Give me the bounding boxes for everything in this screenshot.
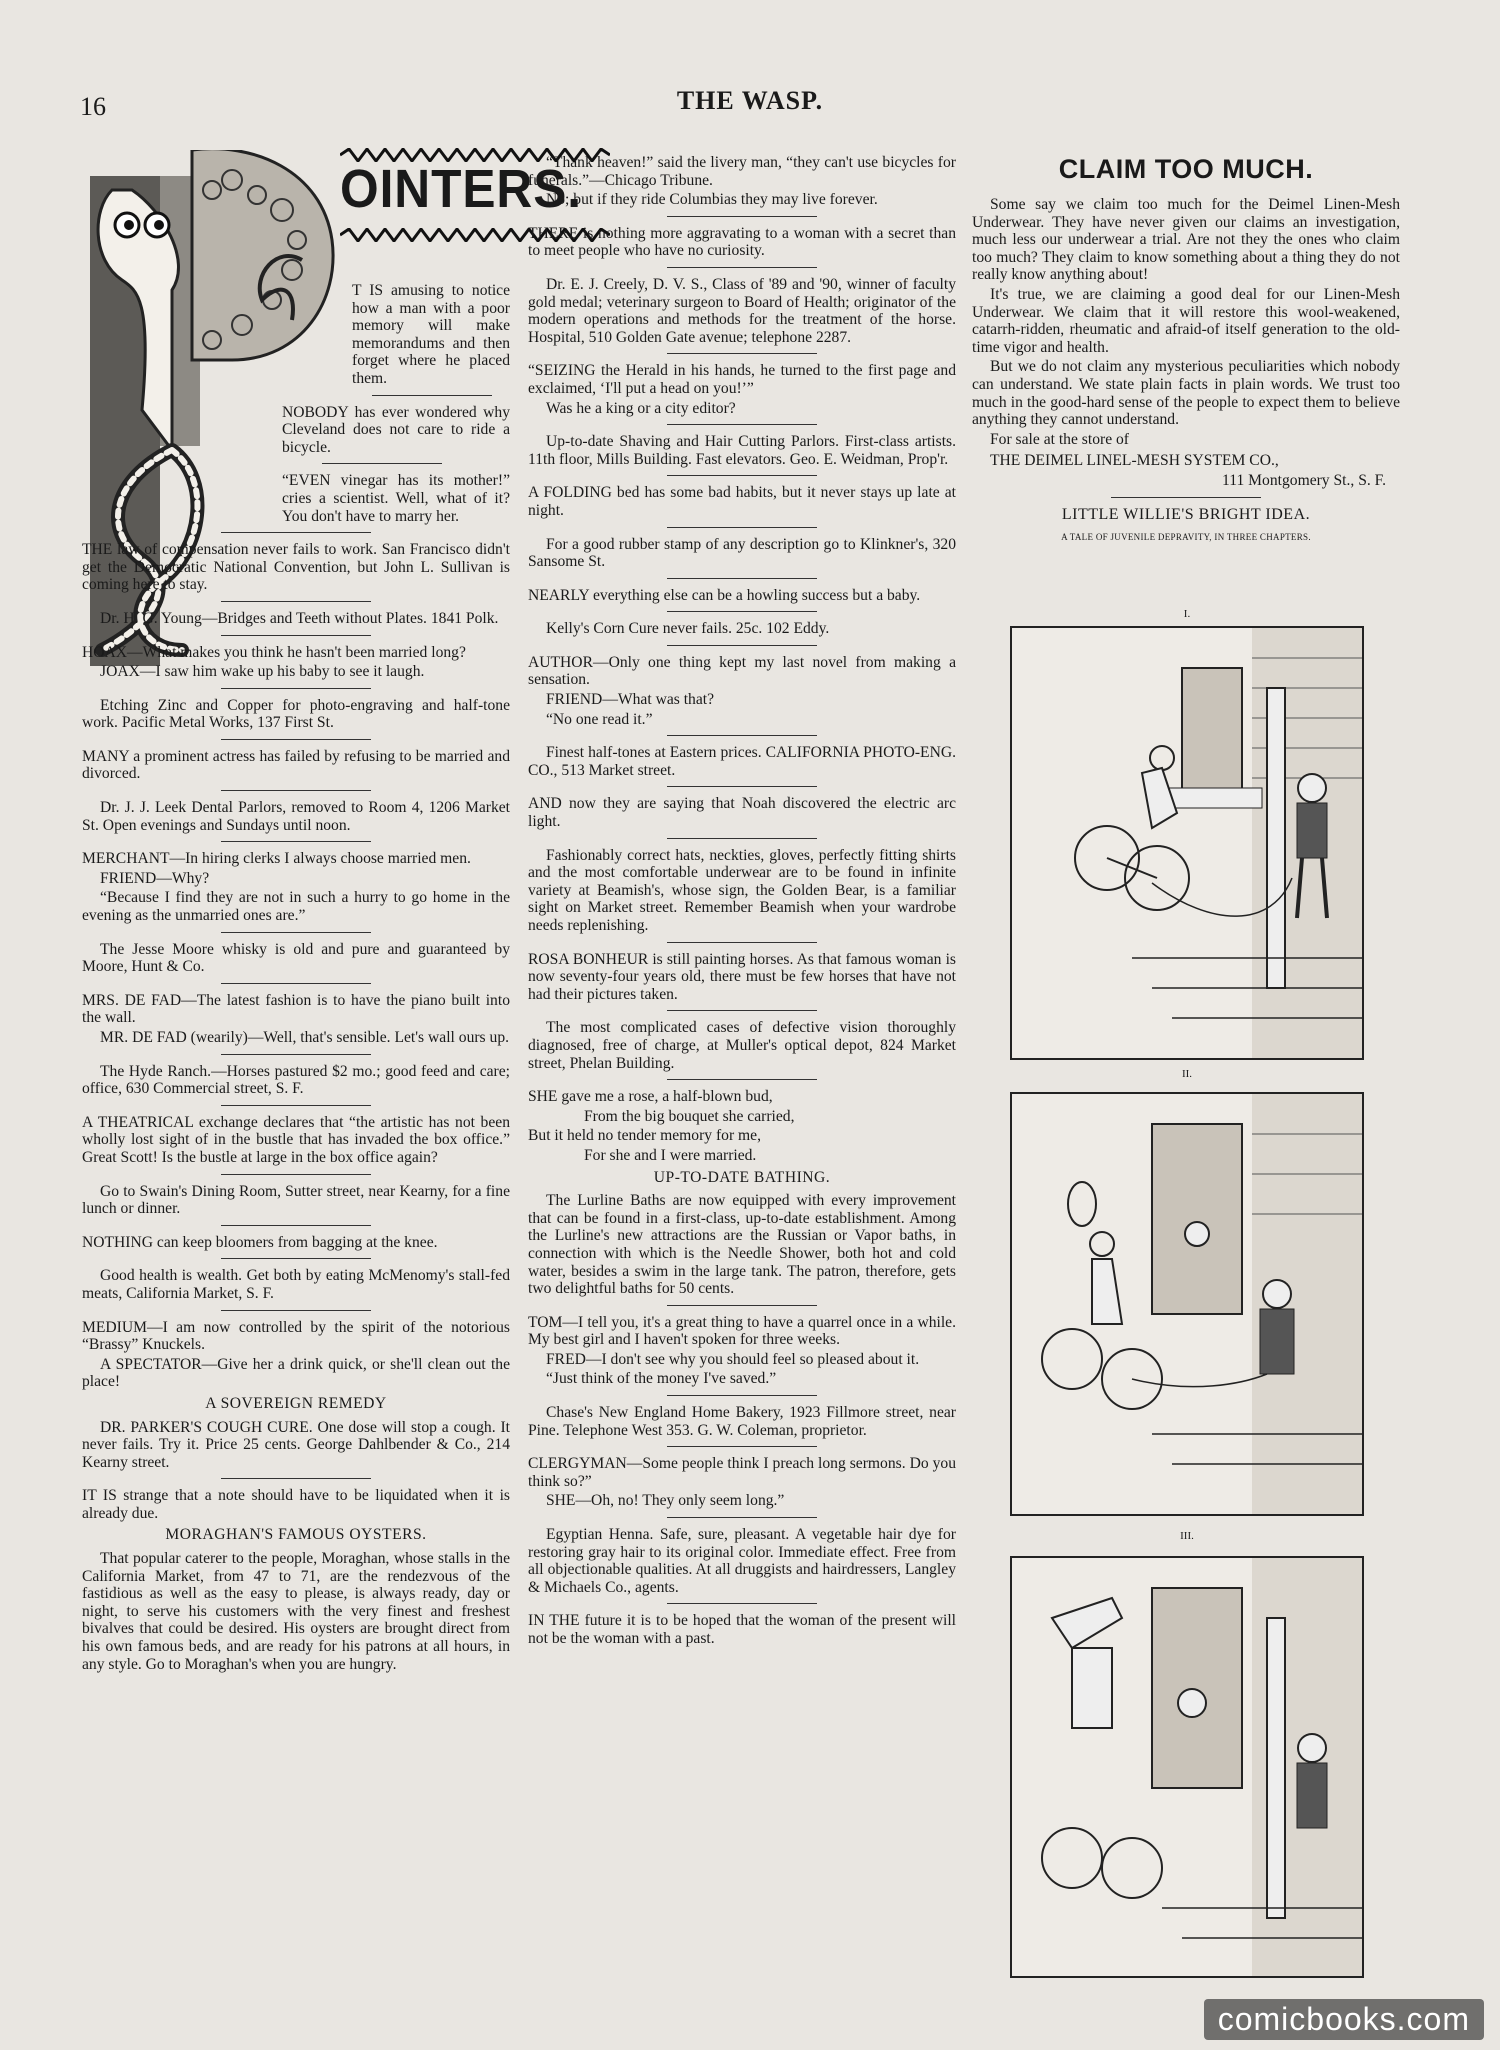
dialogue-line: SHE—Oh, no! They only seem long.” — [546, 1492, 785, 1510]
rule — [221, 790, 371, 791]
item: “SEIZING the Herald in his hands, he turned to the first page and exclaimed, ‘I'll put a head on you!’” — [528, 362, 956, 397]
comic-panel-3 — [1010, 1556, 1364, 1978]
item: A FOLDING bed has some bad habits, but it never stays up late at night. — [528, 484, 956, 519]
item: THE law of compensation never fails to work. San Francisco didn't get the Democratic National Convention, but John L. Sullivan is coming here to stay. — [82, 541, 510, 594]
comic-panel-1 — [1010, 626, 1364, 1060]
item: MANY a prominent actress has failed by refusing to be married and divorced. — [82, 747, 510, 783]
ad-item: Chase's New England Home Bakery, 1923 Fillmore street, near Pine. Telephone West 353. G. W. Coleman, proprietor. — [528, 1404, 956, 1439]
rule — [667, 1603, 817, 1604]
rule — [221, 635, 371, 636]
rule — [667, 424, 817, 425]
dialogue-line: “Just think of the money I've saved.” — [546, 1370, 777, 1388]
claim-title: CLAIM TOO MUCH. — [1058, 154, 1314, 184]
rule — [667, 1517, 817, 1518]
ad-item: The Hyde Ranch.—Horses pastured $2 mo.; good feed and care; office, 630 Commercial street, S. F. — [82, 1062, 510, 1098]
dialogue-line: MRS. DE FAD—The latest fashion is to have the piano built into the wall. — [82, 991, 510, 1027]
poem-line: But it held no tender memory for me, — [528, 1127, 761, 1145]
rule — [667, 942, 817, 943]
rule — [221, 532, 371, 533]
poem-line: From the big bouquet she carried, — [584, 1107, 795, 1125]
poem-line: SHE gave me a rose, a half-blown bud, — [528, 1088, 773, 1106]
column-right — [972, 196, 1400, 553]
dialogue-line: FRED—I don't see why you should feel so pleased about it. — [546, 1350, 920, 1368]
rule — [667, 611, 817, 612]
item: Was he a king or a city editor? — [546, 399, 736, 417]
dialogue-line: JOAX—I saw him wake up his baby to see it laugh. — [100, 663, 425, 681]
item: “Thank heaven!” said the livery man, “they can't use bicycles for funerals.”—Chicago Tribune. — [528, 154, 956, 189]
rule — [667, 786, 817, 787]
ad-item: Dr. H. G. Young—Bridges and Teeth without Plates. 1841 Polk. — [100, 609, 499, 627]
page-number: 16 — [80, 92, 106, 121]
rule — [667, 1305, 817, 1306]
rule — [221, 1105, 371, 1106]
item: NOTHING can keep bloomers from bagging at the knee. — [82, 1233, 438, 1251]
rule — [667, 1010, 817, 1011]
panel-label: I. — [1183, 608, 1191, 620]
item: ROSA BONHEUR is still painting horses. As that famous woman is now seventy-four years old, there must be few horses that have not had their pictures taken. — [528, 950, 956, 1003]
panel-label: II. — [1181, 1068, 1193, 1080]
ad-item: Kelly's Corn Cure never fails. 25c. 102 Eddy. — [546, 620, 830, 638]
column-middle — [528, 154, 956, 1650]
rule — [667, 578, 817, 579]
section-heading: A SOVEREIGN REMEDY — [205, 1394, 387, 1412]
dialogue-line: TOM—I tell you, it's a great thing to have a quarrel once in a while. My best girl and I haven't spoken for three weeks. — [528, 1313, 956, 1349]
rule — [667, 216, 817, 217]
dialogue-line: “No one read it.” — [546, 710, 653, 728]
rule — [221, 601, 371, 602]
ad-item: DR. PARKER'S COUGH CURE. One dose will stop a cough. It never fails. Try it. Price 25 cents. George Dahlbender & Co., 214 Kearny street. — [82, 1418, 510, 1471]
rule — [667, 527, 817, 528]
ad-item: The Lurline Baths are now equipped with every improvement that can be found in a first-class, up-to-date establishment. Among the Lurline's new attractions are the Russian or Vapor baths, in connection with which is the Needle Shower, both hot and cold water, besides a swim in the large tank. The patron, therefore, gets two delightful baths for 50 cents. — [528, 1192, 956, 1298]
claim-paragraph: It's true, we are claiming a good deal for our Linen-Mesh Underwear. We claim that it will restore this wool-weakened, catarrh-ridden, rheumatic and afraid-of itself generation to the old-time vigor and health. — [972, 285, 1400, 356]
ad-item: For a good rubber stamp of any description go to Klinkner's, 320 Sansome St. — [528, 535, 956, 571]
rule — [667, 838, 817, 839]
panel-label: III. — [1180, 1530, 1194, 1542]
item: A THEATRICAL exchange declares that “the artistic has not been wholly lost sight of in the bustle that has invaded the box office.” Great Scott! Is the bustle at large in the box office again? — [82, 1113, 510, 1166]
claim-paragraph: Some say we claim too much for the Deimel Linen-Mesh Underwear. They have never given our claims an investigation, much less our underwear a trial. Are not they the ones who claim too much? They claim to know something about a thing they do not really know anything about! — [972, 196, 1400, 284]
rule — [667, 1079, 817, 1080]
rule — [221, 841, 371, 842]
rule — [1111, 497, 1261, 498]
item: IN THE future it is to be hoped that the woman of the present will not be the woman with a past. — [528, 1612, 956, 1647]
comic-panel-2 — [1010, 1092, 1364, 1516]
ad-item: Fashionably correct hats, neckties, gloves, perfectly fitting shirts and the most comfortable underwear are to be found in infinite variety at Beamish's, whose sign, the Golden Bear, is a familiar sight on Market street. Remember Beamish when your wardrobe needs replenishing. — [528, 846, 956, 934]
poem-line: For she and I were married. — [584, 1146, 757, 1164]
ad-item: That popular caterer to the people, Moraghan, whose stalls in the California Market, from 47 to 71, are the rendezvous of the fastidious as well as the easy to please, is always ready, day or night, to serve his customers with the very finest and freshest bivalves that could be desired. His oysters are brought direct from his own famous beds, and are ready for his patrons at all hours, in any style. Go to Moraghan's when you are hungry. — [82, 1550, 510, 1673]
rule — [221, 739, 371, 740]
item: AND now they are saying that Noah discovered the electric arc light. — [528, 795, 956, 831]
rule — [372, 395, 492, 396]
rule — [221, 688, 371, 689]
dialogue-line: CLERGYMAN—Some people think I preach long sermons. Do you think so?” — [528, 1455, 956, 1490]
rule — [221, 1258, 371, 1259]
willie-subtitle: A TALE OF JUVENILE DEPRAVITY, IN THREE CHAPTERS. — [1061, 532, 1311, 543]
item: NOBODY has ever wondered why Cleveland does not care to ride a bicycle. — [282, 403, 510, 456]
rule — [322, 463, 442, 464]
ad-item: Dr. J. J. Leek Dental Parlors, removed to Room 4, 1206 Market St. Open evenings and Sundays until noon. — [82, 799, 510, 834]
rule — [667, 475, 817, 476]
ad-item: The most complicated cases of defective vision thoroughly diagnosed, free of charge, at Muller's optical depot, 824 Market street, Phelan Building. — [528, 1019, 956, 1072]
ad-item: Up-to-date Shaving and Hair Cutting Parlors. First-class artists. 11th floor, Mills Building. Fast elevators. Geo. E. Weidman, Prop'r. — [528, 433, 956, 468]
ad-item: Dr. E. J. Creely, D. V. S., Class of '89 and '90, winner of faculty gold medal; veterinary surgeon to Board of Health; originator of the modern operations and methods for the treatment of the horse. Hospital, 510 Golden Gate avenue; telephone 2287. — [528, 275, 956, 346]
ad-item: Finest half-tones at Eastern prices. CALIFORNIA PHOTO-ENG. CO., 513 Market street. — [528, 744, 956, 779]
dialogue-line: A SPECTATOR—Give her a drink quick, or she'll clean out the place! — [82, 1355, 510, 1391]
watermark: comicbooks.com — [1204, 1999, 1484, 2040]
dialogue-line: FRIEND—Why? — [100, 869, 210, 887]
dialogue-line: HOAX—What makes you think he hasn't been married long? — [82, 643, 466, 661]
comic-drawing-2 — [1012, 1094, 1362, 1514]
dialogue-line: AUTHOR—Only one thing kept my last novel from making a sensation. — [528, 653, 956, 689]
dialogue-line: MEDIUM—I am now controlled by the spirit of the notorious “Brassy” Knuckels. — [82, 1318, 510, 1354]
rule — [221, 1310, 371, 1311]
pointers-intro: T IS amusing to notice how a man with a poor memory will make memorandums and then forget where he placed them. — [352, 282, 510, 387]
rule — [221, 1225, 371, 1226]
item: “EVEN vinegar has its mother!” cries a scientist. Well, what of it? You don't have to marry her. — [282, 472, 510, 525]
rule — [221, 1054, 371, 1055]
item: NEARLY everything else can be a howling success but a baby. — [528, 586, 921, 604]
company-name: THE DEIMEL LINEL-MESH SYSTEM CO., — [990, 452, 1279, 470]
section-heading: MORAGHAN'S FAMOUS OYSTERS. — [165, 1526, 427, 1544]
rule — [667, 353, 817, 354]
rule — [667, 1395, 817, 1396]
ad-item: The Jesse Moore whisky is old and pure and guaranteed by Moore, Hunt & Co. — [82, 940, 510, 976]
dialogue-line: “Because I find they are not in such a hurry to go home in the evening as the unmarried ones are.” — [82, 889, 510, 925]
dialogue-line: FRIEND—What was that? — [546, 691, 715, 709]
pointers-title: OINTERS. — [340, 159, 582, 219]
ad-item: Go to Swain's Dining Room, Sutter street, near Kearny, for a fine lunch or dinner. — [82, 1182, 510, 1218]
comic-drawing-3 — [1012, 1558, 1362, 1976]
rule — [221, 1174, 371, 1175]
claim-paragraph: For sale at the store of — [990, 430, 1130, 448]
rule — [667, 735, 817, 736]
item: No; but if they ride Columbias they may live forever. — [546, 191, 878, 209]
item: IT IS strange that a note should have to be liquidated when it is already due. — [82, 1487, 510, 1522]
section-heading: UP-TO-DATE BATHING. — [653, 1168, 831, 1186]
rule — [221, 983, 371, 984]
item: THERE is nothing more aggravating to a woman with a secret than to meet people who have no curiosity. — [528, 224, 956, 260]
masthead: THE WASP. — [676, 86, 824, 115]
ad-item: Egyptian Henna. Safe, sure, pleasant. A vegetable hair dye for restoring gray hair to its original color. Immediate effect. Free from all objectionable qualities. At all druggists and hairdressers, Langley & Michaels Co., agents. — [528, 1526, 956, 1596]
ad-item: Etching Zinc and Copper for photo-engraving and half-tone work. Pacific Metal Works, 137 First St. — [82, 696, 510, 732]
willie-title: LITTLE WILLIE'S BRIGHT IDEA. — [1061, 505, 1311, 523]
rule — [221, 932, 371, 933]
dialogue-line: MR. DE FAD (wearily)—Well, that's sensible. Let's wall ours up. — [100, 1029, 510, 1046]
ad-item: Good health is wealth. Get both by eating McMenomy's stall-fed meats, California Market, S. F. — [82, 1267, 510, 1302]
claim-paragraph: But we do not claim any mysterious peculiarities which nobody can understand. We state plain facts in plain words. We trust too much in the good-hard sense of the people to expect them to believe anything they cannot understand. — [972, 358, 1400, 429]
rule — [667, 645, 817, 646]
column-left — [82, 282, 510, 1675]
rule — [667, 1446, 817, 1447]
dialogue-line: MERCHANT—In hiring clerks I always choose married men. — [82, 850, 471, 868]
comic-drawing-1 — [1012, 628, 1362, 1058]
rule — [667, 267, 817, 268]
rule — [221, 1478, 371, 1479]
company-address: 111 Montgomery St., S. F. — [1222, 471, 1386, 489]
